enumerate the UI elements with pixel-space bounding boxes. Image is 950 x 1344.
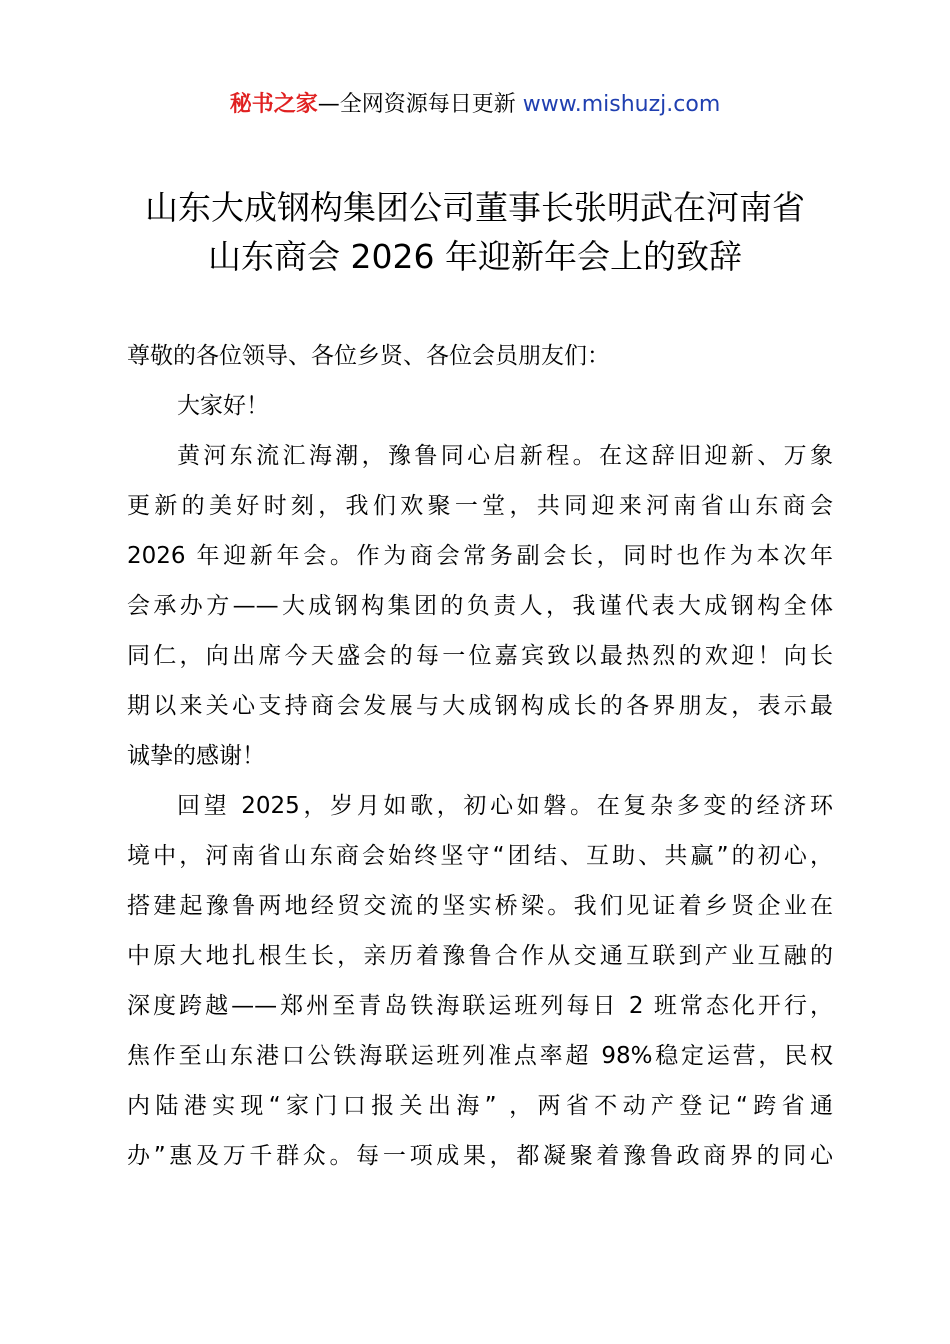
- title-line: 山东大成钢构集团公司董事长张明武在河南省: [145, 188, 805, 227]
- site-url-link[interactable]: www.mishuzj.com: [522, 92, 721, 117]
- paragraph-line: 会承办方——大成钢构集团的负责人，我谨代表大成钢构全体: [127, 593, 833, 619]
- document-title: [100, 183, 850, 281]
- paragraph-line: 焦作至山东港口公铁海联运班列准点率超 98%稳定运营，民权: [127, 1043, 833, 1069]
- paragraph-2: [127, 781, 833, 1181]
- salutation: 尊敬的各位领导、各位乡贤、各位会员朋友们：: [127, 343, 610, 369]
- greeting: 大家好！: [177, 393, 269, 419]
- site-header: [0, 88, 950, 122]
- paragraph-line: 回望 2025，岁月如歌，初心如磐。在复杂多变的经济环: [177, 793, 833, 819]
- paragraph-line: 境中，河南省山东商会始终坚守“团结、互助、共赢”的初心，: [127, 843, 833, 869]
- header-tagline: —全网资源每日更新: [317, 92, 523, 117]
- paragraph-line: 中原大地扎根生长，亲历着豫鲁合作从交通互联到产业互融的: [127, 943, 833, 969]
- paragraph-line: 办”惠及万千群众。每一项成果，都凝聚着豫鲁政商界的同心: [127, 1143, 833, 1169]
- document-body: [127, 331, 833, 1181]
- paragraph-line: 期以来关心支持商会发展与大成钢构成长的各界朋友，表示最: [127, 693, 833, 719]
- paragraph-line: 黄河东流汇海潮，豫鲁同心启新程。在这辞旧迎新、万象: [177, 443, 833, 469]
- paragraph-line: 搭建起豫鲁两地经贸交流的坚实桥梁。我们见证着乡贤企业在: [127, 893, 833, 919]
- paragraph-line: 深度跨越——郑州至青岛铁海联运班列每日 2 班常态化开行，: [127, 993, 833, 1019]
- paragraph-line: 更新的美好时刻，我们欢聚一堂，共同迎来河南省山东商会: [127, 493, 833, 519]
- paragraph-1: [127, 431, 833, 781]
- brand-name: 秘书之家: [229, 92, 318, 117]
- paragraph-line: 内陆港实现“家门口报关出海” ，两省不动产登记“跨省通: [127, 1093, 833, 1119]
- paragraph-line: 2026 年迎新年会。作为商会常务副会长，同时也作为本次年: [127, 543, 833, 569]
- title-line: 山东商会 2026 年迎新年会上的致辞: [208, 237, 742, 276]
- paragraph-line: 同仁，向出席今天盛会的每一位嘉宾致以最热烈的欢迎！向长: [127, 643, 833, 669]
- paragraph-line: 诚挚的感谢！: [127, 743, 265, 769]
